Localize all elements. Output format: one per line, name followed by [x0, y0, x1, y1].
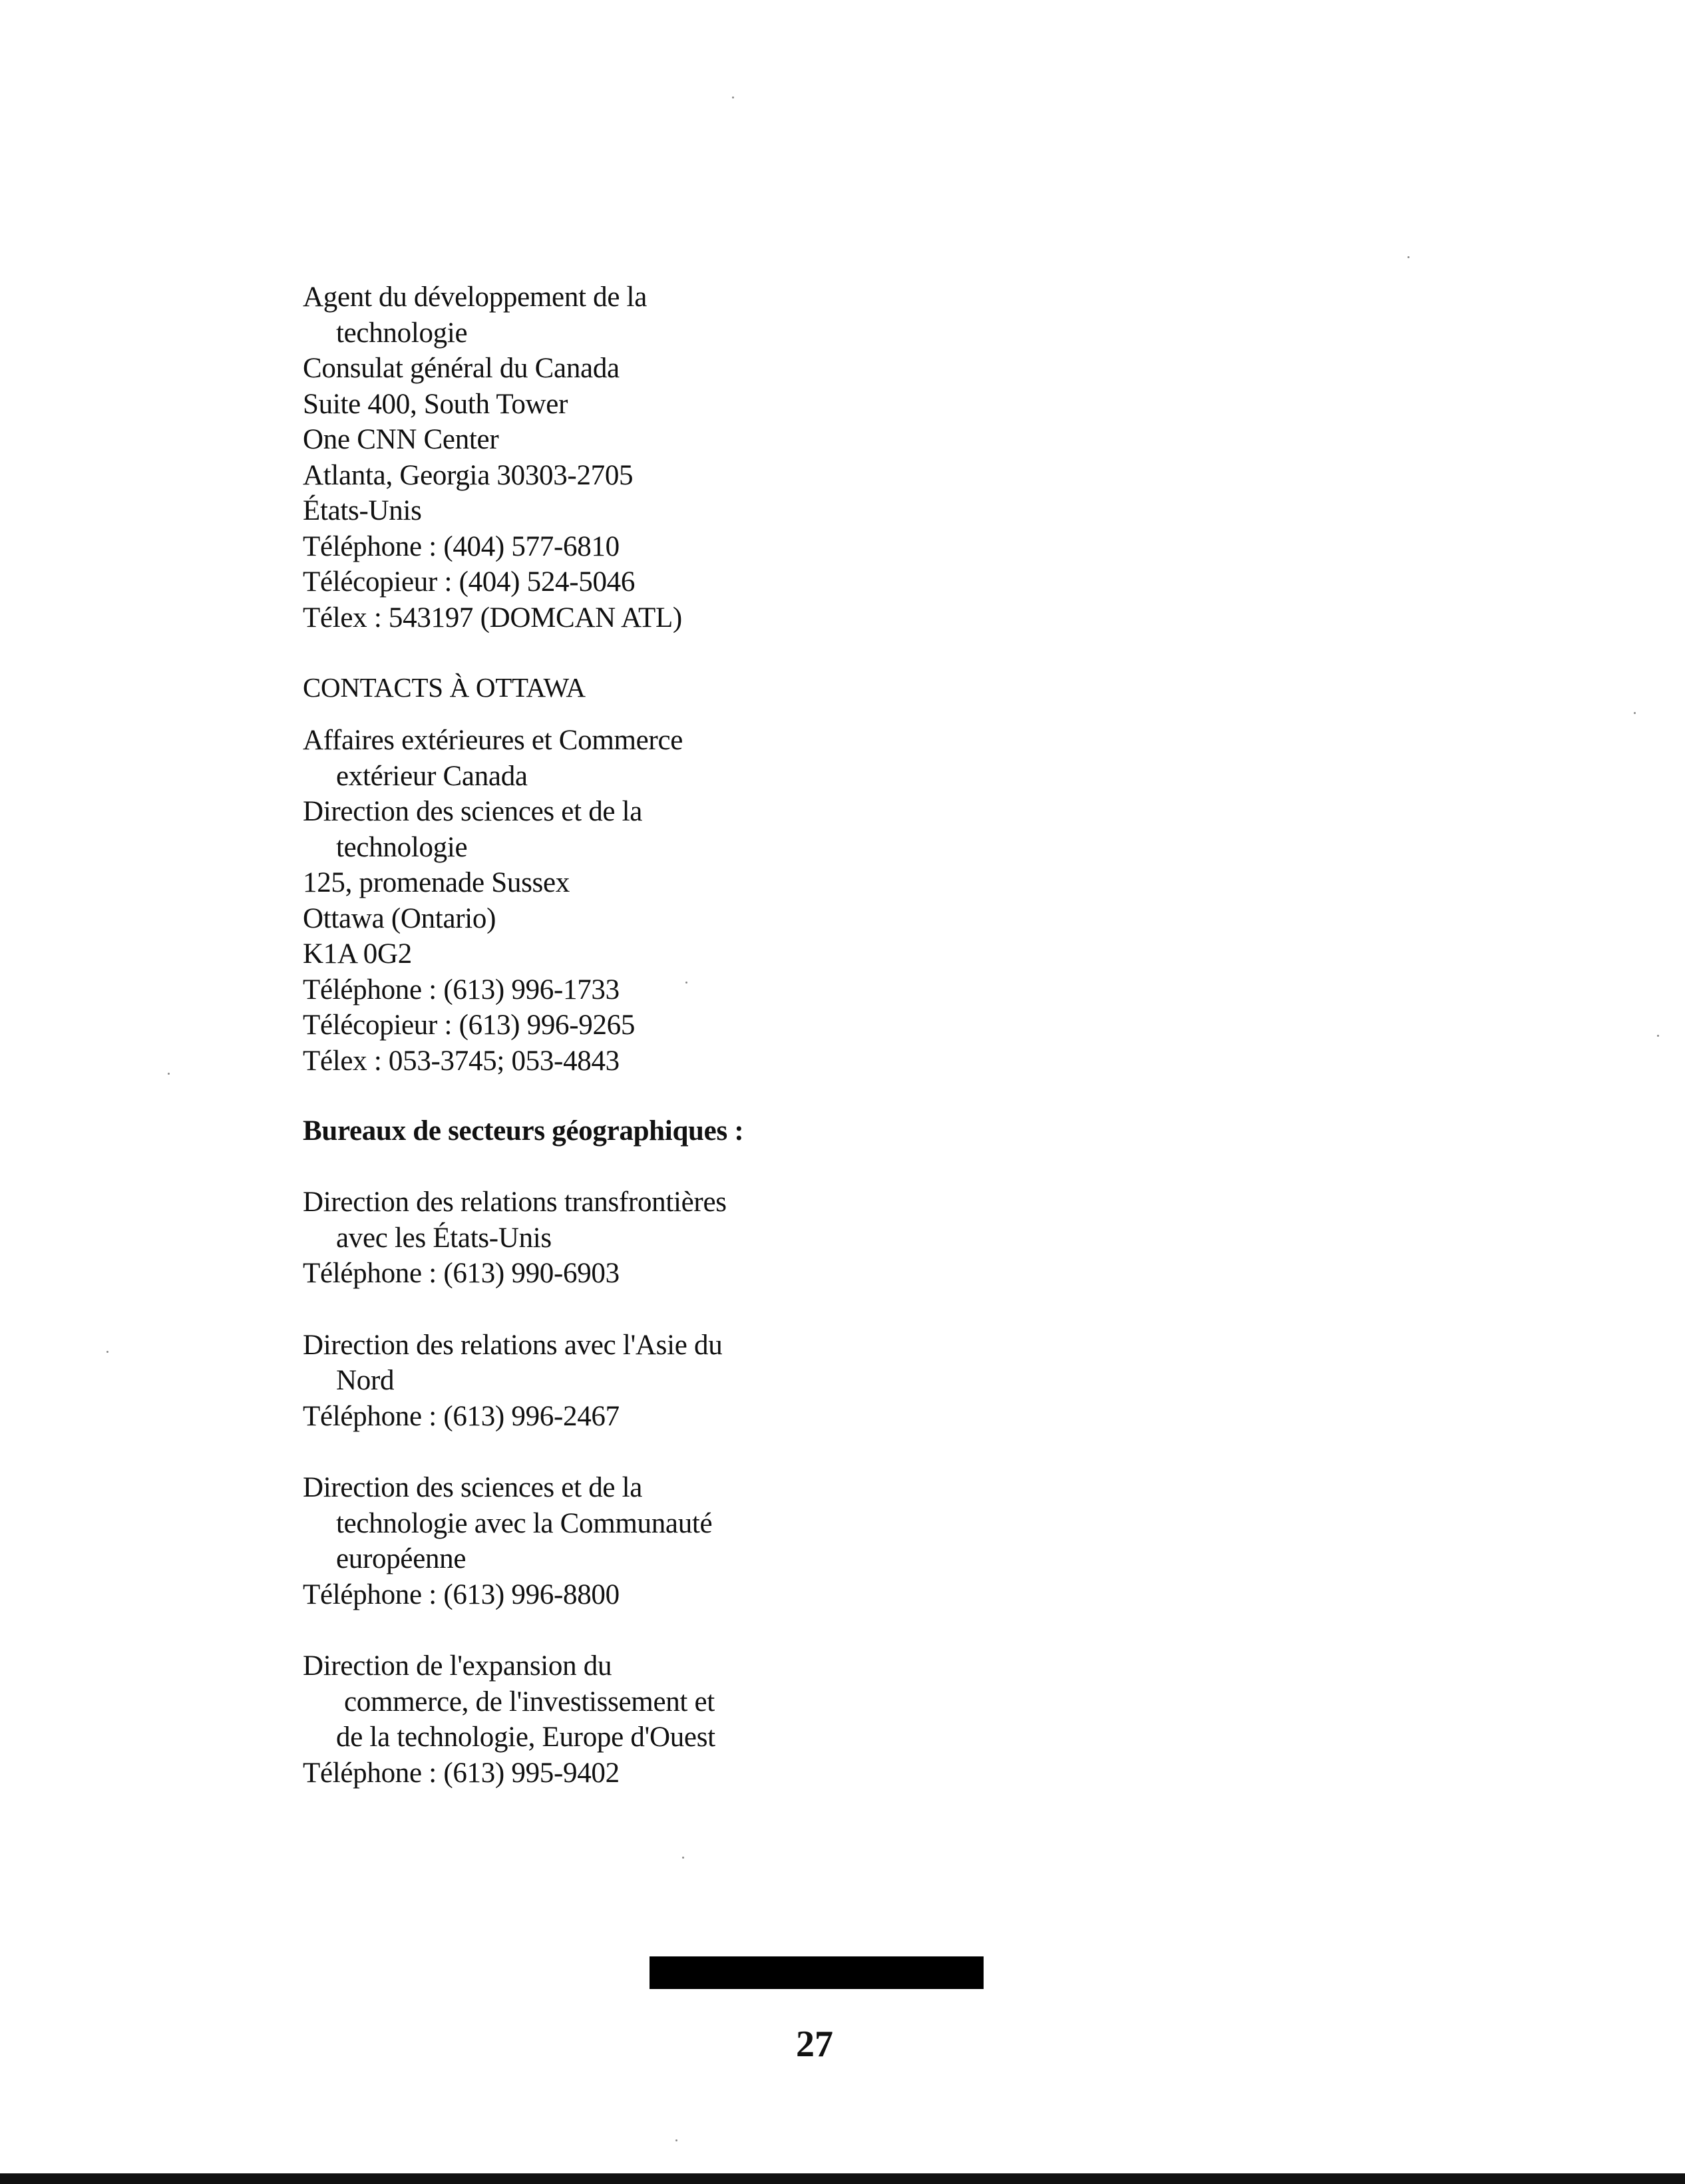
contact-line: Consulat général du Canada — [303, 353, 620, 384]
contact-line: K1A 0G2 — [303, 938, 412, 970]
contact-line: Télex : 543197 (DOMCAN ATL) — [303, 602, 682, 634]
atlanta-contact-block — [303, 279, 1168, 636]
entry-line: Téléphone : (613) 990-6903 — [303, 1258, 620, 1289]
entry-line: européenne — [336, 1543, 467, 1574]
contact-line: Téléphone : (613) 996-1733 — [303, 974, 620, 1005]
contact-line: 125, promenade Sussex — [303, 867, 570, 898]
contact-line: Téléphone : (404) 577-6810 — [303, 530, 620, 562]
ottawa-contact-block — [303, 723, 1168, 1079]
entry-line: avec les États-Unis — [336, 1222, 552, 1254]
contact-line: Agent du développement de la — [303, 281, 647, 313]
contact-line: Affaires extérieures et Commerce — [303, 725, 683, 756]
scan-speck — [106, 1351, 108, 1353]
entry-line: de la technologie, Europe d'Ouest — [336, 1722, 715, 1753]
contact-line: Télécopieur : (404) 524-5046 — [303, 566, 636, 598]
scan-speck — [1407, 256, 1409, 258]
entry-line: Téléphone : (613) 996-2467 — [303, 1400, 620, 1432]
entry-line: Direction des relations transfrontières — [303, 1186, 727, 1218]
scan-speck — [1657, 1035, 1659, 1037]
contact-line: One CNN Center — [303, 424, 499, 455]
bureaux-heading: Bureaux de secteurs géographiques : — [303, 1115, 744, 1147]
entry-europe-ouest — [303, 1648, 1168, 1791]
page-marker-bar — [650, 1956, 984, 1989]
scan-speck — [1634, 712, 1636, 714]
entry-line: Téléphone : (613) 996-8800 — [303, 1578, 620, 1610]
contact-line: Atlanta, Georgia 30303-2705 — [303, 459, 634, 491]
contact-line: Télécopieur : (613) 996-9265 — [303, 1009, 636, 1041]
entry-line: Téléphone : (613) 995-9402 — [303, 1757, 620, 1789]
entry-line: Nord — [336, 1365, 395, 1396]
scan-speck — [675, 2139, 677, 2141]
text-column — [303, 279, 1168, 1791]
entry-transfrontieres — [303, 1184, 1168, 1292]
contacts-ottawa-heading: CONTACTS À OTTAWA — [303, 672, 586, 703]
entry-line: Direction des sciences et de la — [303, 1472, 643, 1503]
contact-line: technologie — [336, 831, 468, 863]
scan-speck — [168, 1073, 170, 1075]
scan-speck — [682, 1857, 684, 1859]
entry-communaute-europeenne — [303, 1470, 1168, 1612]
scan-bottom-edge — [0, 2173, 1685, 2184]
entry-asie-du-nord — [303, 1328, 1168, 1435]
page-number: 27 — [796, 2024, 833, 2065]
contact-line: Direction des sciences et de la — [303, 796, 643, 827]
contact-line: technologie — [336, 317, 468, 349]
contact-line: Ottawa (Ontario) — [303, 902, 496, 934]
contact-line: Suite 400, South Tower — [303, 388, 568, 420]
contact-line: États-Unis — [303, 495, 422, 526]
entry-line: Direction de l'expansion du — [303, 1650, 612, 1682]
scan-speck — [685, 982, 687, 984]
entry-line: Direction des relations avec l'Asie du — [303, 1329, 723, 1361]
contact-line: Télex : 053-3745; 053-4843 — [303, 1045, 620, 1077]
scan-speck — [732, 96, 734, 98]
contact-line: extérieur Canada — [336, 760, 528, 792]
entry-line: commerce, de l'investissement et — [344, 1686, 715, 1718]
entry-line: technologie avec la Communauté — [336, 1507, 713, 1539]
